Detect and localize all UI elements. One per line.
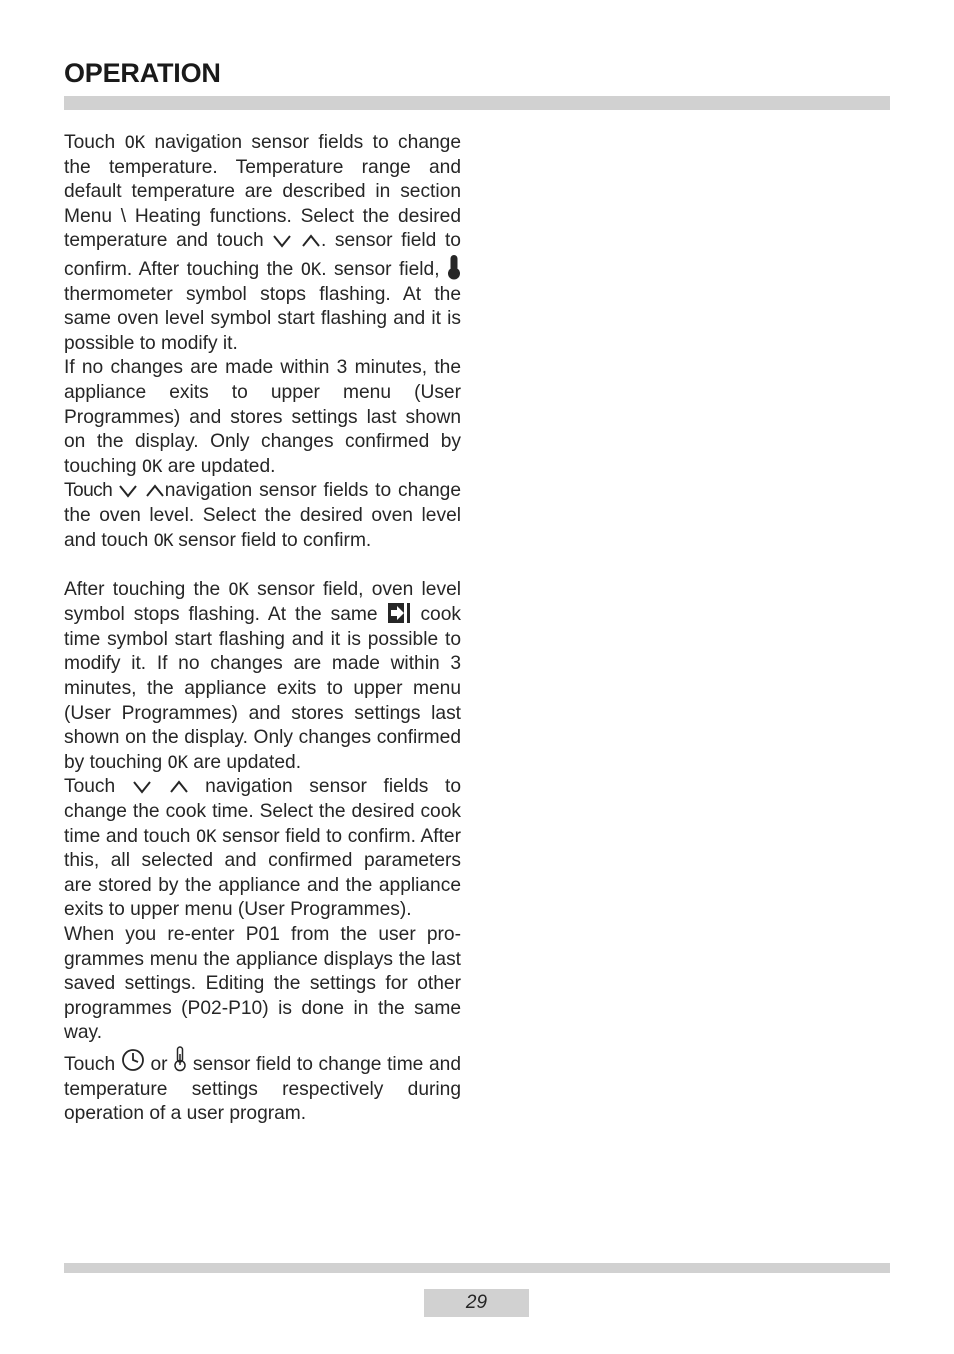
page-title: OPERATION xyxy=(64,58,221,88)
chevron-up-icon xyxy=(145,483,165,499)
paragraph-oven-level: Touch navigation sensor fields to change the oven level. Select the desired oven level and touch OK sensor field to confirm. xyxy=(64,480,461,551)
ok-glyph: OK xyxy=(300,259,322,280)
ok-glyph: OK xyxy=(141,456,163,477)
ok-glyph: OK xyxy=(196,826,217,847)
chevron-down-icon xyxy=(272,233,292,249)
paragraph-cook-time-symbol: After touching the OK sensor field, oven level symbol stops flashing. At the same cook time symbol start flashing and it is possible to modify it. If no changes are made within 3 minutes, the appliance exits to upper menu (User Programmes) and stores settings last shown on the display. Only changes confirmed by touching OK are updated. xyxy=(64,578,461,773)
clock-icon xyxy=(121,1048,145,1072)
footer-rule xyxy=(64,1263,890,1273)
thermometer-icon xyxy=(447,254,461,280)
paragraph-time-temperature: Touch or sensor field to change time and temperature settings respectively during operation of a user program. xyxy=(64,1046,461,1127)
ok-glyph: OK xyxy=(228,579,249,600)
paragraph-cook-time: Touch navigation sensor fields to change the cook time. Select the desired cook time and touch OK sensor field to confirm. After this, all selected and confirmed parameters are stored by the appliance and the appliance exits to upper menu (User Programmes). xyxy=(64,776,461,921)
ok-glyph: OK xyxy=(167,752,188,773)
chevron-down-icon xyxy=(118,483,138,499)
paragraph-timeout: If no changes are made within 3 minutes, the appliance exits to upper menu (User Programmes) and stores settings last shown on the display. Only changes confirmed by touching OK are updated. xyxy=(64,357,461,477)
thermometer-outline-icon xyxy=(173,1046,187,1072)
header-rule xyxy=(64,96,890,110)
ok-glyph: OK xyxy=(153,530,173,551)
chevron-up-icon xyxy=(169,779,189,795)
chevron-down-icon xyxy=(132,779,152,795)
body-text xyxy=(64,131,461,1127)
paragraph-temperature: Touch OK navigation sensor fields to change the temperature. Temperature range and default temperature are described in section Menu \ Heating functions. Select the desired temperature and touch . sensor field to confirm. After touching the OK. sensor field, thermometer symbol stops flashing. At the same oven level symbol start flashing and it is possible to modify it. xyxy=(64,132,462,354)
chevron-up-icon xyxy=(301,233,321,249)
paragraph-reenter: When you re-enter P01 from the user programmes menu the appliance displays the last saved settings. Editing the settings for other programmes (P02-P10) is done in the same way. xyxy=(64,924,461,1044)
ok-glyph: OK xyxy=(124,133,146,153)
cook-time-icon xyxy=(387,602,412,624)
page-number: 29 xyxy=(424,1289,529,1317)
